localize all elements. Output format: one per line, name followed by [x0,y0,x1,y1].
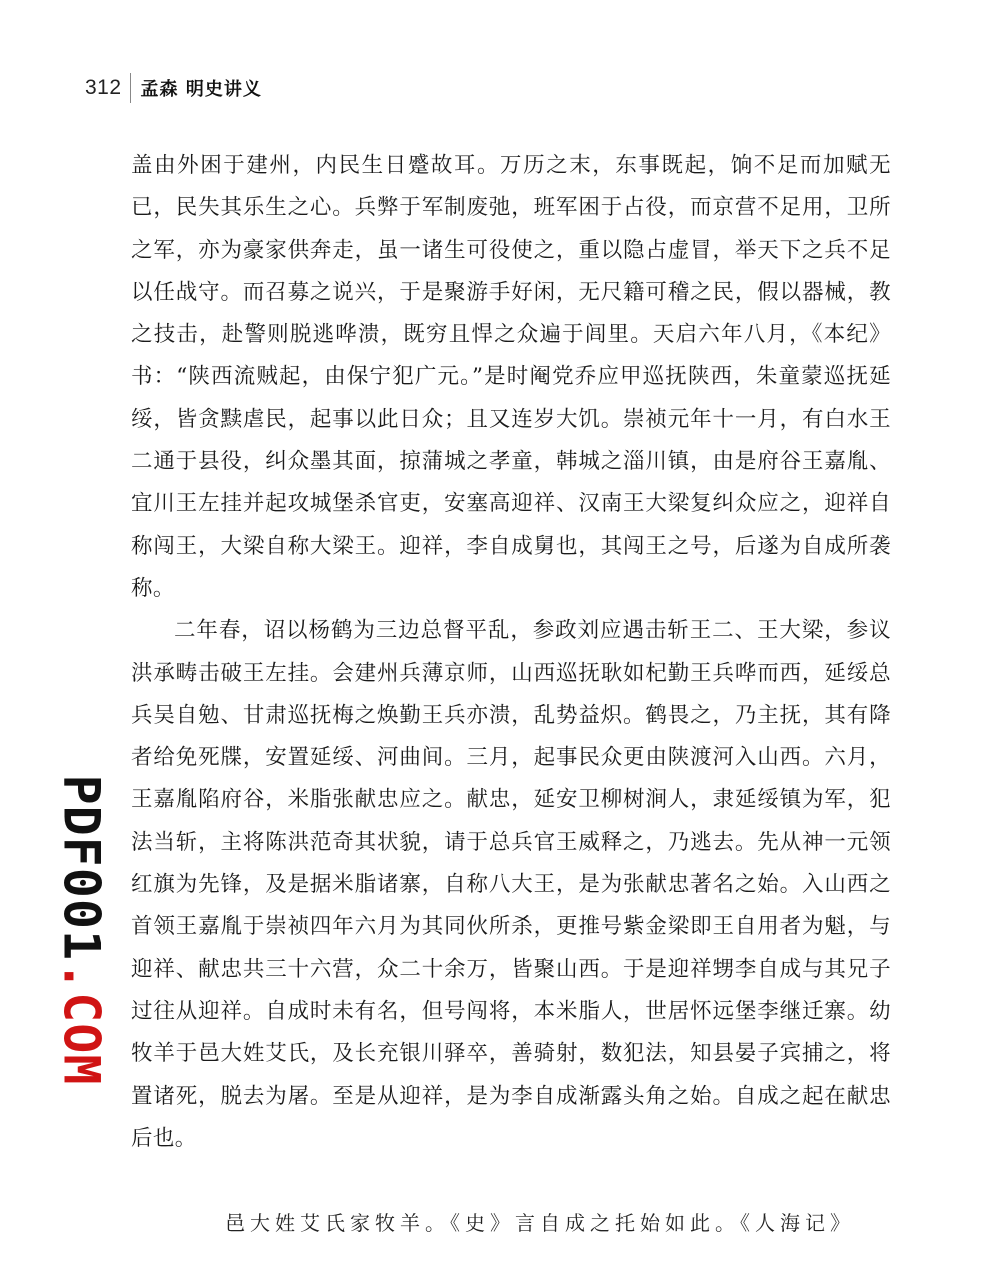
footnote: 邑大姓艾氏家牧羊。《史》言自成之托始如此。《人海记》 [225,1211,855,1235]
paragraph-1: 盖由外困于建州，内民生日蹙故耳。万历之末，东事既起，饷不足而加赋无已，民失其乐生之心。兵弊于军制废弛，班军困于占役，而京营不足用，卫所之军，亦为豪家供奔走，虽一诸生可役使之，重以隐占虚冒，举天下之兵不足以任战守。而召募之说兴，于是聚游手好闲，无尺籍可稽之民，假以器械，教之技击，赴警则脱逃哗溃，既穷且悍之众遍于闾里。天启六年八月，《本纪》书：“陕西流贼起，由保宁犯广元。”是时阉党乔应甲巡抚陕西，朱童蒙巡抚延绥，皆贪黩虐民，起事以此日众；且又连岁大饥。崇祯元年十一月，有白水王二通于县役，纠众墨其面，掠蒲城之孝童，韩城之淄川镇，由是府谷王嘉胤、宜川王左挂并起攻城堡杀官吏，安塞高迎祥、汉南王大梁复纠众应之，迎祥自称闯王，大梁自称大梁王。迎祥，李自成舅也，其闯王之号，后遂为自成所袭称。 [131,153,891,601]
running-title: 孟森 明史讲义 [140,79,262,100]
page-header [85,70,262,106]
paragraph-2: 二年春，诏以杨鹤为三边总督平乱，参政刘应遇击斩王二、王大梁，参议洪承畴击破王左挂。会建州兵薄京师，山西巡抚耿如杞勤王兵哗而西，延绥总兵吴自勉、甘肃巡抚梅之焕勤王兵亦溃，乱势益炽。鹤畏之，乃主抚，其有降者给免死牒，安置延绥、河曲间。三月，起事民众更由陕渡河入山西。六月，王嘉胤陷府谷，米脂张献忠应之。献忠，延安卫柳树涧人，隶延绥镇为军，犯法当斩，主将陈洪范奇其状貌，请于总兵官王威释之，乃逃去。先从神一元领红旗为先锋，及是据米脂诸寨，自称八大王，是为张献忠著名之始。入山西之首领王嘉胤于崇祯四年六月为其同伙所杀，更推号紫金梁即王自用者为魁，与迎祥、献忠共三十六营，众二十余万，皆聚山西。于是迎祥甥李自成与其兄子过往从迎祥。自成时未有名，但号闯将，本米脂人，世居怀远堡李继迁寨。幼牧羊于邑大姓艾氏，及长充银川驿卒，善骑射，数犯法，知县晏子宾捕之，将置诸死，脱去为屠。至是从迎祥，是为李自成渐露头角之始。自成之起在献忠后也。 [131,618,891,1151]
watermark-text [53,774,111,1085]
watermark [52,774,112,1086]
body-text [131,145,891,1160]
header-divider [130,73,131,103]
page-number: 312 [85,76,122,99]
watermark-part-1: PDF001 [53,774,112,962]
watermark-part-2: .COM [53,961,112,1086]
